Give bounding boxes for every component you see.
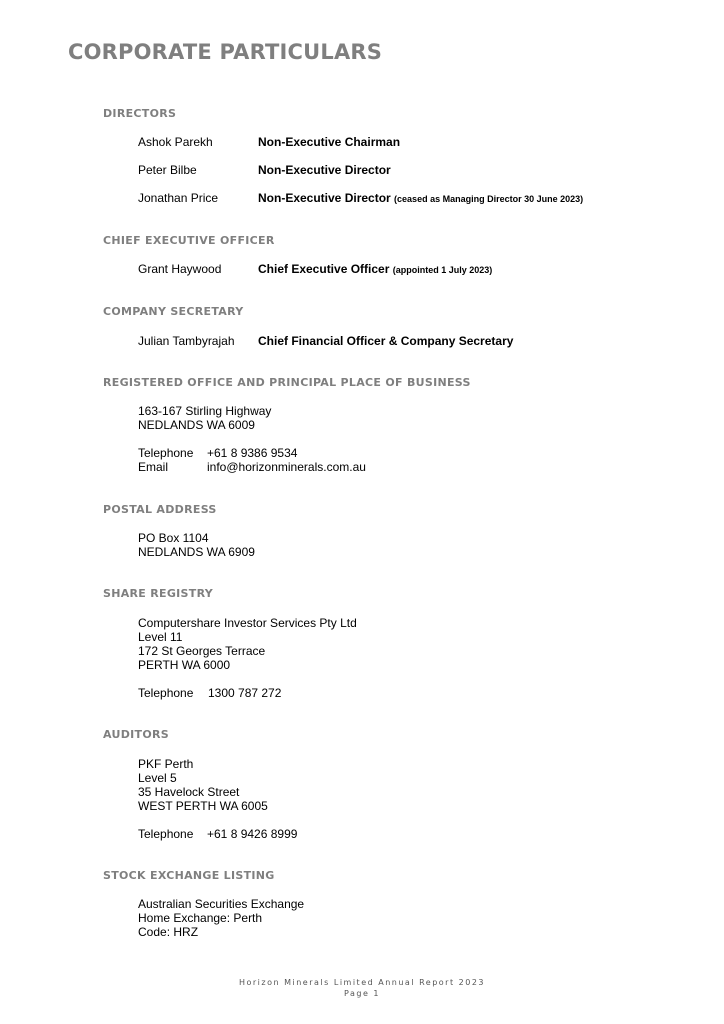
section-heading-stock-exchange: STOCK EXCHANGE LISTING [103,869,275,882]
secretary-name: Julian Tambyrajah [138,334,235,348]
auditors-telephone-label: Telephone [138,827,194,841]
auditors-address-line: 35 Havelock Street [138,785,240,799]
postal-address-line: NEDLANDS WA 6909 [138,545,255,559]
ceo-role [258,262,492,277]
director-role-text: Non-Executive Director [258,163,391,177]
registry-address-line: Level 11 [138,630,183,644]
section-heading-auditors: AUDITORS [103,728,169,741]
office-telephone-label: Telephone [138,446,194,460]
section-heading-share-registry: SHARE REGISTRY [103,587,214,600]
section-heading-registered-office: REGISTERED OFFICE AND PRINCIPAL PLACE OF BUSINESS [103,376,471,389]
director-role [258,191,583,206]
office-address-line: 163-167 Stirling Highway [138,404,272,418]
section-heading-ceo: CHIEF EXECUTIVE OFFICER [103,234,275,247]
ceo-note: (appointed 1 July 2023) [392,265,493,275]
ceo-name: Grant Haywood [138,262,222,276]
office-email-label: Email [138,460,169,474]
section-heading-secretary: COMPANY SECRETARY [103,305,244,318]
registry-address-line: PERTH WA 6000 [138,658,231,672]
registry-telephone: 1300 787 272 [208,686,282,700]
section-heading-directors: DIRECTORS [103,107,177,120]
registry-address-line: Computershare Investor Services Pty Ltd [138,616,357,630]
director-name: Jonathan Price [138,191,219,205]
director-name: Peter Bilbe [138,163,197,177]
section-heading-postal: POSTAL ADDRESS [103,503,217,516]
footer-report-title: Horizon Minerals Limited Annual Report 2023 [238,978,486,987]
director-note: (ceased as Managing Director 30 June 2023) [394,194,584,204]
auditors-telephone: +61 8 9426 8999 [207,827,298,841]
listing-line: Code: HRZ [138,925,199,939]
postal-address-line: PO Box 1104 [138,531,209,545]
director-name: Ashok Parekh [138,135,213,149]
director-role-text: Non-Executive Chairman [258,135,401,149]
office-address-line: NEDLANDS WA 6009 [138,418,255,432]
director-role [258,163,391,177]
footer-page-number: Page 1 [344,989,380,998]
page-title: CORPORATE PARTICULARS [68,40,383,64]
director-role-text: Non-Executive Director [258,191,391,205]
registry-address-line: 172 St Georges Terrace [138,644,266,658]
secretary-role: Chief Financial Officer & Company Secretary [258,334,514,348]
auditors-address-line: PKF Perth [138,757,194,771]
director-role [258,135,400,149]
listing-line: Australian Securities Exchange [138,897,305,911]
ceo-role-text: Chief Executive Officer [258,262,390,276]
listing-line: Home Exchange: Perth [138,911,263,925]
auditors-address-line: WEST PERTH WA 6005 [138,799,268,813]
registry-telephone-label: Telephone [138,686,194,700]
office-telephone: +61 8 9386 9534 [207,446,298,460]
auditors-address-line: Level 5 [138,771,177,785]
office-email: info@horizonminerals.com.au [207,460,366,474]
